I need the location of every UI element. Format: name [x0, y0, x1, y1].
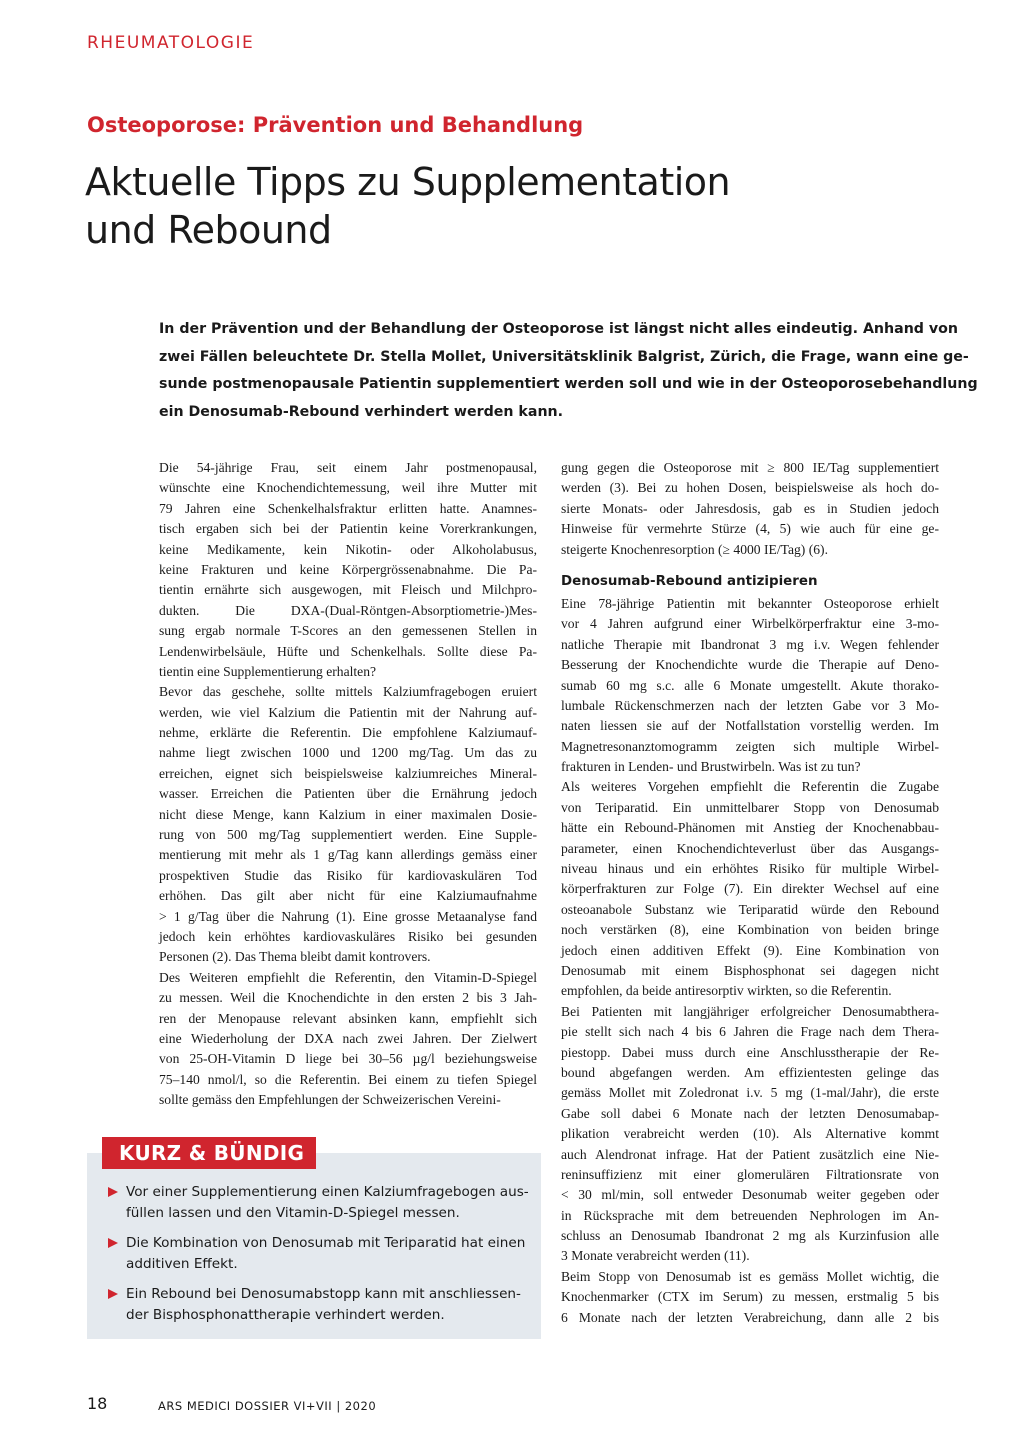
body-line: sung ergab normale T-Scores an den gemessenen Stellen in: [159, 623, 537, 639]
body-column-right: [561, 458, 939, 1328]
body-line: wasser. Erreichen die Patienten über die Ernährung jedoch: [159, 786, 537, 802]
body-line: reninsuffizienz mit einer glomerulären Filtrationsrate von: [561, 1166, 939, 1182]
summary-item-text: [108, 1233, 528, 1275]
body-line: Des Weiteren empfiehlt die Referentin, den Vitamin-D-Spiegel: [159, 969, 537, 985]
body-line: vor 4 Jahren aufgrund einer Wirbelkörperfraktur eine 3-mo-: [561, 616, 939, 632]
body-line: auch Alendronat infrage. Hat der Patient zusätzlich eine Nie-: [561, 1146, 939, 1162]
body-line: nicht diese Menge, kann Kalzium in einer maximalen Dosie-: [159, 806, 537, 822]
body-line: nahme liegt zwischen 1000 und 1200 mg/Tag. Um das zu: [159, 745, 537, 761]
body-line: mentierung mit mehr als 1 g/Tag kann allerdings gemäss einer: [159, 847, 537, 863]
body-line: wünschte eine Knochendichtemessung, weil ihre Mutter mit: [159, 480, 537, 496]
lead-line: zwei Fällen beleuchtete Dr. Stella Mollet, Universitätsklinik Balgrist, Zürich, die Frage, wann eine ge-: [159, 348, 969, 365]
summary-item-line: Ein Rebound bei Denosumabstopp kann mit anschliessen-: [126, 1286, 521, 1302]
body-line: hätte ein Rebound-Phänomen mit Anstieg der Knochenabbau-: [561, 820, 939, 836]
summary-item-line: additiven Effekt.: [126, 1256, 238, 1272]
journal-name: ARS MEDICI DOSSIER VI+VII | 2020: [158, 1399, 377, 1413]
body-line: Gabe soll dabei 6 Monate nach der letzten Denosumabap-: [561, 1105, 939, 1121]
body-line: > 1 g/Tag über die Nahrung (1). Eine grosse Metaanalyse fand: [159, 908, 537, 924]
body-line: Magnetresonanztomogramm zeigten sich multiple Wirbel-: [561, 738, 939, 754]
lead-line: In der Prävention und der Behandlung der Osteoporose ist längst nicht alles eindeutig. Anhand von: [159, 321, 958, 337]
body-line: keine Medikamente, kein Nikotin- oder Alkoholabusus,: [159, 541, 537, 557]
body-line: jedoch kein erhöhtes kardiovaskuläres Risiko bei gesunden: [159, 928, 537, 944]
body-line: Als weiteres Vorgehen empfiehlt die Referentin die Zugabe: [561, 779, 939, 795]
body-line: gung gegen die Osteoporose mit ≥ 800 IE/Tag supplementiert: [561, 460, 939, 475]
body-line: osteoanabole Substanz wie Teriparatid würde den Rebound: [561, 901, 939, 917]
body-line: gemäss Mollet mit Zoledronat i.v. 5 mg (1-mal/Jahr), die erste: [561, 1085, 939, 1101]
body-line: natliche Therapie mit Ibandronat 3 mg i.v. Wegen fehlender: [561, 636, 939, 652]
article-kicker: Osteoporose: Prävention und Behandlung: [87, 113, 584, 137]
body-line: körperfrakturen zur Folge (7). Ein direkter Wechsel auf eine: [561, 881, 939, 897]
body-line: noch verstärken (8), eine Kombination von beiden bringe: [561, 922, 939, 938]
body-line: pie stellt sich nach 4 bis 6 Jahren die Frage nach dem Thera-: [561, 1024, 939, 1040]
body-line: Personen (2). Das Thema bleibt damit kontrovers.: [159, 949, 431, 965]
body-line: frakturen in Lenden- und Brustwirbeln. Was ist zu tun?: [561, 759, 861, 775]
body-column-left: [159, 458, 537, 1111]
lead-line: sunde postmenopausale Patientin supplementiert werden soll und wie in der Osteoporosebehandlung: [159, 376, 978, 392]
title-line: und Rebound: [85, 208, 332, 252]
body-line: rung von 500 mg/Tag supplementiert werden. Eine Supple-: [159, 827, 537, 843]
summary-item: [108, 1233, 528, 1275]
body-line: zu messen. Weil die Knochendichte in den ersten 2 bis 3 Jah-: [159, 990, 537, 1006]
summary-item-line: füllen lassen und den Vitamin-D-Spiegel messen.: [126, 1205, 460, 1221]
body-line: sierte Monats- oder Jahresdosis, gab es in Studien jedoch: [561, 500, 939, 516]
lead-line: ein Denosumab-Rebound verhindert werden kann.: [159, 403, 564, 420]
body-line: Knochenmarker (CTX im Serum) zu messen, erstmalig 5 bis: [561, 1289, 939, 1305]
summary-item: [108, 1182, 528, 1224]
body-line: Beim Stopp von Denosumab ist es gemäss Mollet wichtig, die: [561, 1268, 939, 1284]
body-line: 75–140 nmol/l, so die Referentin. Bei einem zu tiefen Spiegel: [159, 1071, 537, 1087]
body-line: Bei Patienten mit langjähriger erfolgreicher Denosumabthera-: [561, 1003, 939, 1019]
body-line: Denosumab mit einem Bisphosphonat sei dagegen nicht: [561, 962, 939, 978]
body-line: tientin ernährte sich ausgewogen, mit Fleisch und Milchpro-: [159, 582, 537, 598]
triangle-right-icon: [108, 1187, 118, 1197]
body-line: 6 Monate nach der letzten Verabreichung, dann alle 2 bis: [561, 1309, 939, 1325]
body-line: Hinweise für vermehrte Stürze (4, 5) wie auch für eine ge-: [561, 521, 939, 537]
paragraph-gap: [561, 560, 939, 568]
section-subheading: Denosumab-Rebound antizipieren: [561, 573, 818, 589]
body-line: Besserung der Knochendichte wurde die Therapie auf Deno-: [561, 657, 939, 673]
body-line: steigerte Knochenresorption (≥ 4000 IE/Tag) (6).: [561, 541, 828, 557]
summary-item-line: Die Kombination von Denosumab mit Teriparatid hat einen: [126, 1235, 526, 1251]
summary-item: [108, 1284, 528, 1326]
section-label: RHEUMATOLOGIE: [87, 33, 255, 53]
body-line: eine Wiederholung der DXA nach zwei Jahren. Der Zielwert: [159, 1030, 537, 1046]
body-line: Lendenwirbelsäule, Hüfte und Schenkelhals. Sollte diese Pa-: [159, 643, 537, 659]
body-line: niveau hinaus und ein erhöhtes Risiko für multiple Wirbel-: [561, 861, 939, 877]
body-line: von Teriparatid. Ein unmittelbarer Stopp von Denosumab: [561, 799, 939, 815]
body-line: werden (3). Bei zu hohen Dosen, beispielsweise als hoch do-: [561, 480, 939, 496]
body-line: erhöhen. Das gilt aber nicht für eine Kalziumaufnahme: [159, 888, 537, 904]
body-line: Bevor das geschehe, sollte mittels Kalziumfragebogen eruiert: [159, 684, 537, 700]
summary-item-line: Vor einer Supplementierung einen Kalziumfragebogen aus-: [126, 1184, 529, 1200]
body-line: dukten. Die DXA-(Dual-Röntgen-Absorptiometrie-)Mes-: [159, 602, 537, 618]
body-line: keine Frakturen und keine Körpergrössenabnahme. Die Pa-: [159, 561, 537, 577]
body-line: werden, wie viel Kalzium die Patientin mit der Nahrung auf-: [159, 704, 537, 720]
body-line: naten liessen sie auf der Notfallstation vorstellig werden. Im: [561, 718, 939, 734]
body-line: sollte gemäss den Empfehlungen der Schweizerischen Vereini-: [159, 1092, 501, 1108]
body-line: < 30 ml/min, soll entweder Desonumab weiter gegeben oder: [561, 1187, 939, 1203]
body-line: Eine 78-jährige Patientin mit bekannter Osteoporose erhielt: [561, 595, 939, 611]
body-line: sumab 60 mg s.c. alle 6 Monate umgestellt. Akute thorako-: [561, 677, 939, 693]
page-number: 18: [87, 1394, 108, 1413]
body-line: schluss an Denosumab Ibandronat 2 mg als Kurzinfusion alle: [561, 1228, 939, 1244]
body-line: plikation verabreicht werden (10). Als Alternative kommt: [561, 1126, 939, 1142]
body-line: Die 54-jährige Frau, seit einem Jahr postmenopausal,: [159, 460, 537, 475]
triangle-right-icon: [108, 1238, 118, 1248]
body-line: 3 Monate verabreicht werden (11).: [561, 1248, 750, 1264]
body-line: nehme, erklärte die Referentin. Die empfohlene Kalziumauf-: [159, 725, 537, 741]
body-line: erreichen, eignet sich beispielsweise kalziumreiches Mineral-: [159, 765, 537, 781]
body-line: ren der Menopause relevant absinken kann, empfiehlt sich: [159, 1010, 537, 1026]
body-line: jedoch einen additiven Effekt (9). Eine Kombination von: [561, 942, 939, 958]
body-line: empfohlen, da beide antiresorptiv wirkten, so die Referentin.: [561, 983, 892, 999]
title-line: Aktuelle Tipps zu Supplementation: [85, 160, 731, 204]
article-title: [85, 158, 965, 254]
body-line: tisch ergaben sich bei der Patientin keine Vorerkrankungen,: [159, 521, 537, 537]
body-line: parameter, einen Knochendichteverlust über das Ausgangs-: [561, 840, 939, 856]
lead-paragraph: [159, 316, 978, 426]
summary-badge: KURZ & BÜNDIG: [102, 1137, 316, 1169]
body-line: tientin eine Supplementierung erhalten?: [159, 663, 377, 679]
body-line: prospektiven Studie das Risiko für kardiovaskulären Tod: [159, 867, 537, 883]
summary-item-text: [108, 1182, 528, 1224]
body-line: 79 Jahren eine Schenkelhalsfraktur erlitten hatte. Anamnes-: [159, 500, 537, 516]
summary-item-line: der Bisphosphonattherapie verhindert werden.: [126, 1307, 445, 1323]
body-line: bound abgefangen werden. Am effizientesten gelinge das: [561, 1064, 939, 1080]
summary-item-text: [108, 1284, 528, 1326]
body-line: lumbale Rückenschmerzen nach der letzten Gabe vor 3 Mo-: [561, 697, 939, 713]
triangle-right-icon: [108, 1289, 118, 1299]
body-line: von 25-OH-Vitamin D liege bei 30–56 µg/l beziehungsweise: [159, 1051, 537, 1067]
body-line: in Rücksprache mit dem betreuenden Nephrologen im An-: [561, 1207, 939, 1223]
body-line: piestopp. Dabei muss durch eine Anschlusstherapie der Re-: [561, 1044, 939, 1060]
